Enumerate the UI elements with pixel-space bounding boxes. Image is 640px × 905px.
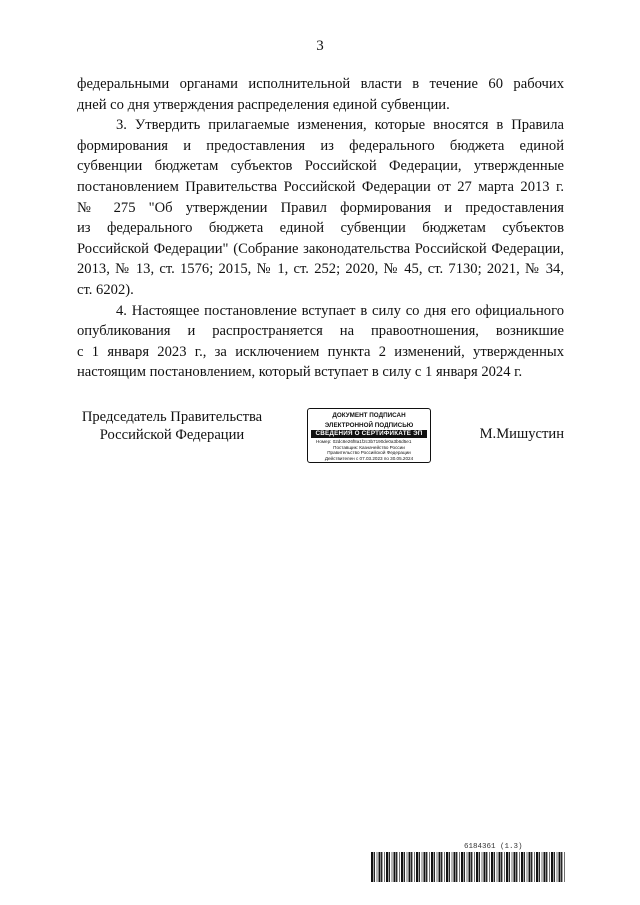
text-line: 2013, № 13, ст. 1576; 2015, № 1, ст. 252; 2020, № 45, ст. 7130; 2021, № 34, [77, 261, 564, 278]
text-line: с 1 января 2023 г., за исключением пункта 2 изменений, утвержденных [77, 343, 564, 360]
document-code: 6184361 (1.3) [464, 843, 523, 851]
text-line: настоящим постановлением, который вступает в силу с 1 января 2024 г. [77, 364, 523, 381]
stamp-heading: ДОКУМЕНТ ПОДПИСАН [332, 412, 406, 419]
text-line: 3. Утвердить прилагаемые изменения, которые вносятся в Правила [116, 117, 564, 134]
stamp-owner: Правительство Российской Федерации [327, 450, 411, 455]
page-number: 3 [316, 38, 324, 54]
stamp-validity: Действителен с 07.03.2023 по 30.05.2024 [324, 455, 414, 461]
stamp-certificate-band: СВЕДЕНИЯ О СЕРТИФИКАТЕ ЭП [311, 430, 427, 438]
text-line: постановлением Правительства Российской Федерации от 27 марта 2013 г. [77, 178, 564, 195]
text-line: субвенции бюджетам субъектов Российской Федерации, утвержденные [77, 158, 564, 175]
signature-block [0, 408, 640, 468]
electronic-signature-stamp [307, 408, 431, 463]
stamp-serial: Номер: 02dc8e26f8a1f2c3b7190de0a3b6d5e1 [316, 439, 412, 444]
text-line: федеральными органами исполнительной власти в течение 60 рабочих [77, 76, 564, 92]
document-body [77, 74, 564, 383]
text-line: формирования и предоставления из федерального бюджета единой [77, 137, 564, 154]
signer-title [77, 408, 267, 444]
stamp-issuer: Поставщик: Казначейство России [333, 444, 405, 450]
text-line: 4. Настоящее постановление вступает в силу со дня его официального [116, 302, 564, 319]
barcode [371, 852, 567, 882]
text-line: из федерального бюджета единой субвенции бюджетам субъектов [77, 220, 564, 237]
text-line: Российской Федерации" (Собрание законодательства Российской Федерации, [77, 240, 564, 257]
signer-title-line: Российской Федерации [99, 427, 245, 443]
text-line: дней со дня утверждения распределения единой субвенции. [77, 96, 450, 113]
text-line: № 275 "Об утверждении Правил формирования и предоставления [77, 199, 564, 216]
signer-name: М.Мишустин [479, 426, 564, 442]
signer-title-line: Председатель Правительства [81, 409, 263, 425]
text-line: ст. 6202). [77, 281, 134, 298]
text-line: опубликования и распространяется на правоотношения, возникшие [77, 323, 564, 340]
stamp-heading: ЭЛЕКТРОННОЙ ПОДПИСЬЮ [324, 422, 414, 429]
